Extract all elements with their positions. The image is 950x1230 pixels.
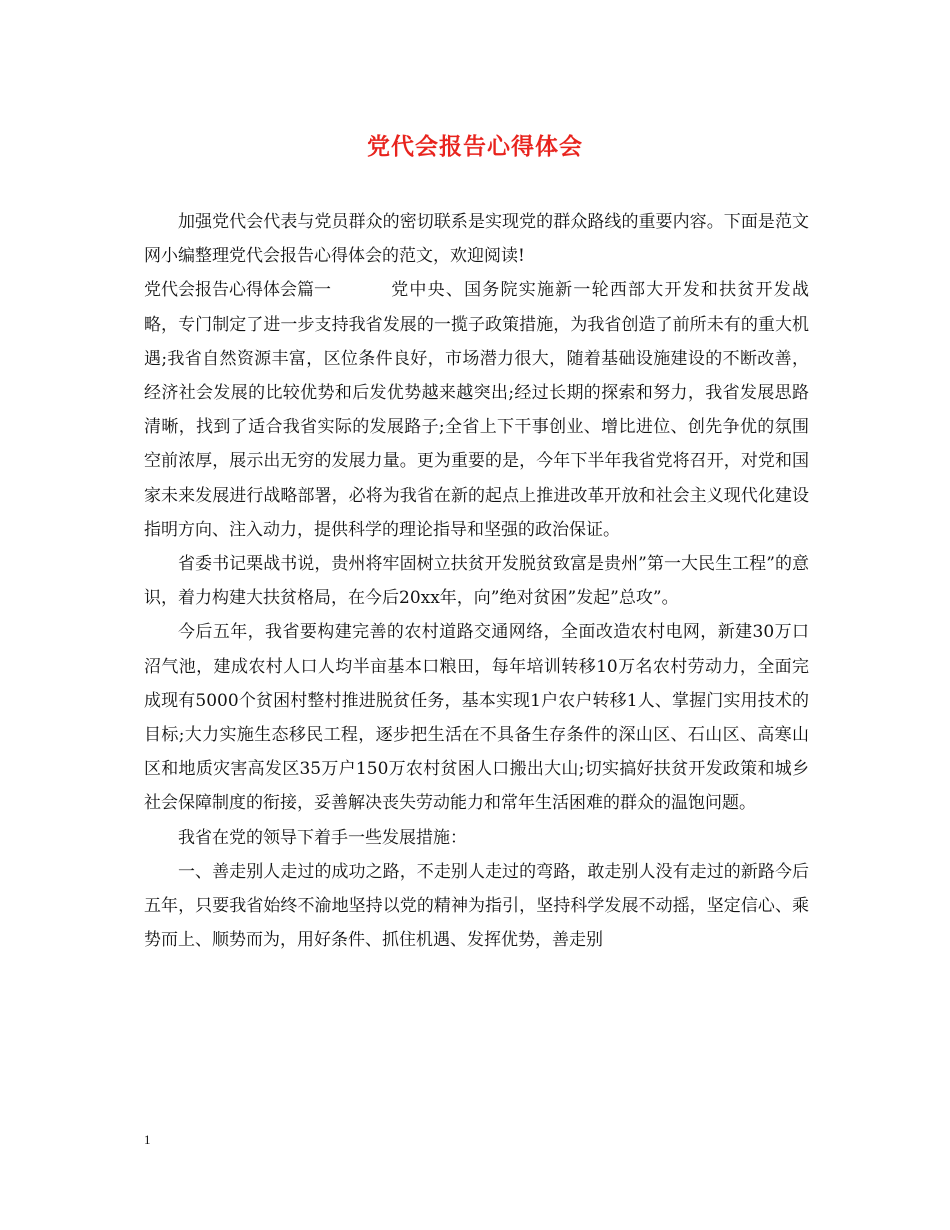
paragraph-3: 今后五年，我省要构建完善的农村道路交通网络，全面改造农村电网，新建30万口沼气池，建成农村人口人均半亩基本口粮田，每年培训转移10万名农村劳动力，全面完成现有5000个贫困村整村推进脱贫任务，基本实现1户农户转移1人、掌握门实用技术的目标;大力实施生态移民工程，逐步把生活在不具备生存条件的深山区、石山区、高寒山区和地质灾害高发区35万户150万农村贫困人口搬出大山;切实搞好扶贫开发政策和城乡社会保障制度的衔接，妥善解决丧失劳动能力和常年生活困难的群众的温饱问题。 [144,622,809,814]
section-1-paragraph [144,273,809,547]
paragraph-4: 我省在党的领导下着手一些发展措施： [178,827,467,848]
section-1-label: 党代会报告心得体会篇一 [144,280,331,301]
page-number: 1 [144,1132,151,1147]
intro-paragraph: 加强党代会代表与党员群众的密切联系是实现党的群众路线的重要内容。下面是范文网小编整理党代会报告心得体会的范文，欢迎阅读! [144,212,809,267]
paragraph-5: 一、善走别人走过的成功之路，不走别人走过的弯路，敢走别人没有走过的新路今后五年，只要我省始终不渝地坚持以党的精神为指引，坚持科学发展不动摇，坚定信心、乘势而上、顺势而为，用好条件、抓住机遇、发挥优势，善走别 [144,861,809,951]
document-title: 党代会报告心得体会 [367,133,583,160]
document-body [144,205,809,957]
section-1-text: 党中央、国务院实施新一轮西部大开发和扶贫开发战略，专门制定了进一步支持我省发展的一揽子政策措施，为我省创造了前所未有的重大机遇;我省自然资源丰富，区位条件良好，市场潜力很大，随着基础设施建设的不断改善，经济社会发展的比较优势和后发优势越来越突出;经过长期的探索和努力，我省发展思路清晰，找到了适合我省实际的发展路子;全省上下干事创业、增比进位、创先争优的氛围空前浓厚，展示出无穷的发展力量。更为重要的是，今年下半年我省党将召开，对党和国家未来发展进行战略部署，必将为我省在新的起点上推进改革开放和社会主义现代化建设指明方向、注入动力，提供科学的理论指导和坚强的政治保证。 [144,280,809,540]
paragraph-2: 省委书记栗战书说，贵州将牢固树立扶贫开发脱贫致富是贵州”第一大民生工程”的意识，着力构建大扶贫格局，在今后20xx年，向”绝对贫困”发起”总攻”。 [144,554,809,609]
